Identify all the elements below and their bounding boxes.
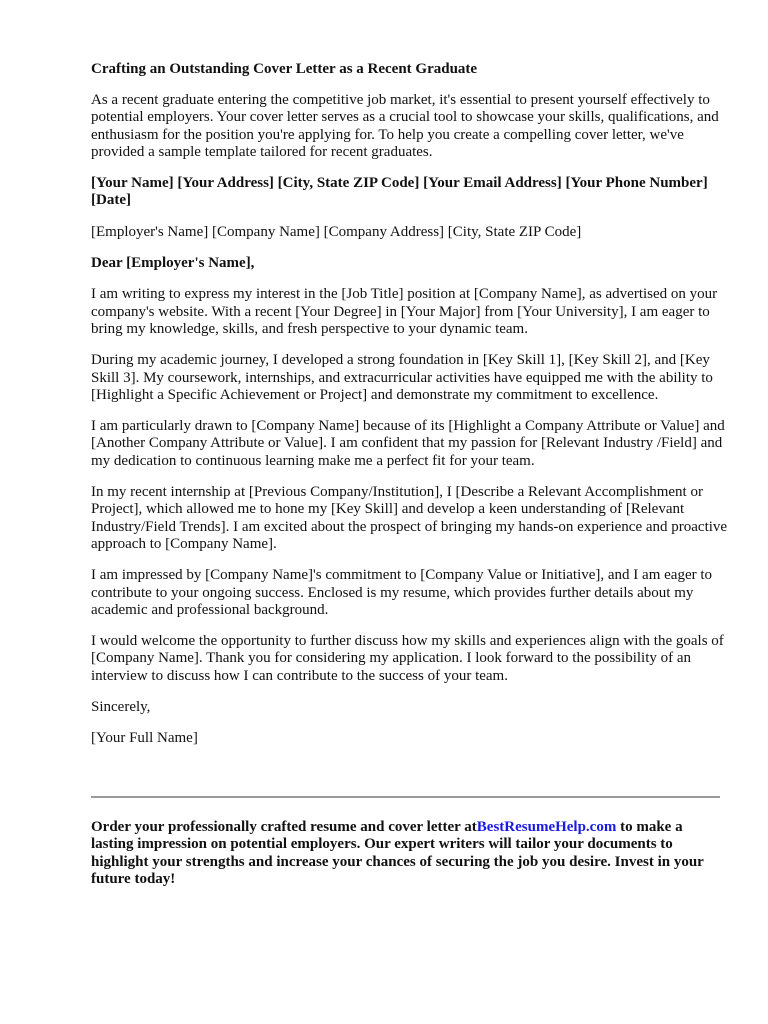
promo-text-after: to make a lasting impression on potential employers. Our expert writers will tailor your documents to highlight your strengths and increase your chances of securing the job you desire. Invest in your future today! (91, 819, 704, 887)
salutation: Dear [Employer's Name], (91, 255, 255, 272)
body-paragraph-6: I would welcome the opportunity to further discuss how my skills and experiences align with the goals of [Company Name]. Thank you for considering my application. I look forward to the possibility of an interview to discuss how I can contribute to the success of your team. (91, 633, 724, 684)
promo-paragraph (91, 819, 716, 888)
body-paragraph-3: I am particularly drawn to [Company Name] because of its [Highlight a Company Attribute or Value] and [Another Company Attribute or Value]. I am confident that my passion for [Relevant Industry /Field] and my dedication to continuous learning make me a perfect fit for your team. (91, 418, 725, 469)
recipient-info: [Employer's Name] [Company Name] [Company Address] [City, State ZIP Code] (91, 223, 582, 240)
closing: Sincerely, (91, 699, 151, 716)
section-divider (91, 796, 720, 798)
signature: [Your Full Name] (91, 730, 198, 747)
document-page (91, 60, 731, 762)
body-paragraph-5: I am impressed by [Company Name]'s commitment to [Company Value or Initiative], and I am eager to contribute to your ongoing success. Enclosed is my resume, which provides further details about my academic and professional background. (91, 567, 713, 618)
body-paragraph-4: In my recent internship at [Previous Company/Institution], I [Describe a Relevant Accomplishment or Project], which allowed me to hone my [Key Skill] and develop a keen understanding of [Relevant Industry/Field Trends]. I am excited about the prospect of bringing my hands-on experience and proactive approach to [Company Name]. (91, 484, 728, 552)
promo-link[interactable]: BestResumeHelp.com (476, 819, 617, 835)
body-paragraph-1: I am writing to express my interest in the [Job Title] position at [Company Name], as advertised on your company's website. With a recent [Your Degree] in [Your Major] from [Your University], I am eager to bring my knowledge, skills, and fresh perspective to your dynamic team. (91, 286, 718, 337)
sender-info: [Your Name] [Your Address] [City, State ZIP Code] [Your Email Address] [Your Phone Number] [Date] (91, 175, 708, 209)
document-title: Crafting an Outstanding Cover Letter as a Recent Graduate (91, 61, 478, 77)
intro-paragraph: As a recent graduate entering the competitive job market, it's essential to present yourself effectively to potential employers. Your cover letter serves as a crucial tool to showcase your skills, qualifications, and enthusiasm for the position you're applying for. To help you create a compelling cover letter, we've provided a sample template tailored for recent graduates. (91, 92, 719, 160)
body-paragraph-2: During my academic journey, I developed a strong foundation in [Key Skill 1], [Key Skill 2], and [Key Skill 3]. My coursework, internships, and extracurricular activities have equipped me with the ability to [Highlight a Specific Achievement or Project] and demonstrate my commitment to excellence. (91, 352, 713, 403)
promo-text-before: Order your professionally crafted resume and cover letter at (91, 819, 477, 835)
